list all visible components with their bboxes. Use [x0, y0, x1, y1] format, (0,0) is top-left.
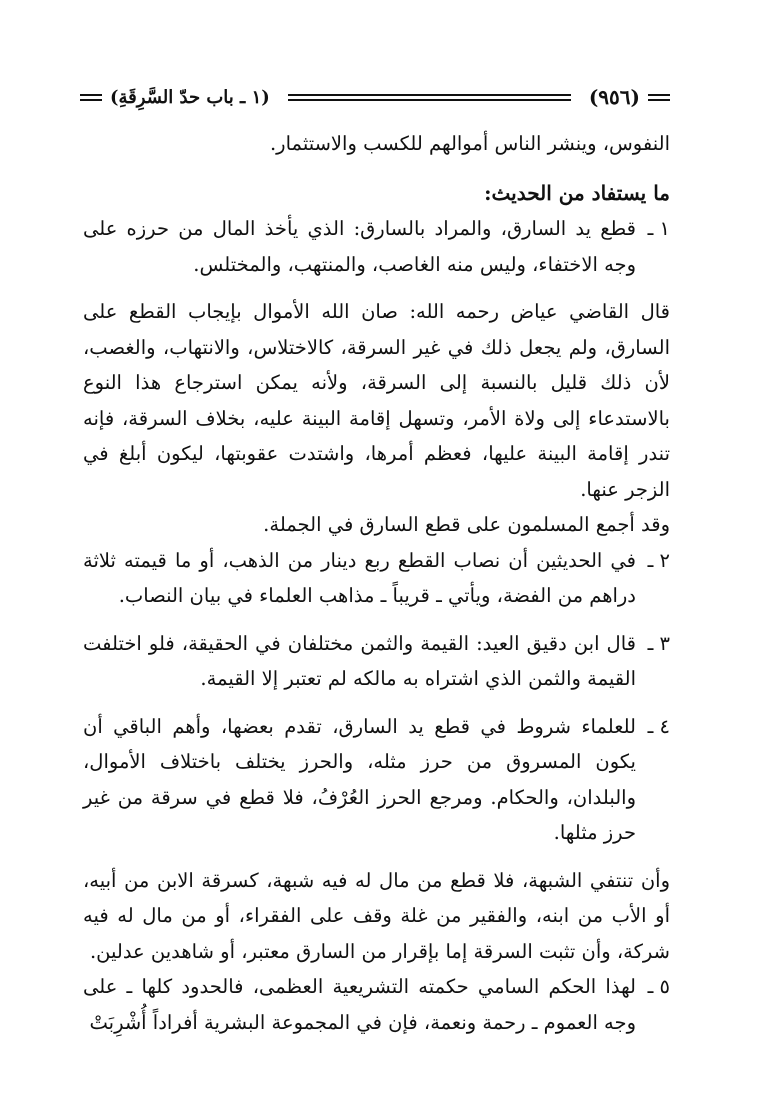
running-header: [80, 85, 670, 109]
item-number: ٤ ـ: [647, 714, 670, 738]
list-item-2: [83, 543, 670, 614]
list-item-5: [83, 969, 670, 1040]
header-rule-left: [80, 94, 102, 101]
item-number: ٢ ـ: [647, 548, 670, 572]
item-text: لهذا الحكم السامي حكمته التشريعية العظمى، فالحدود كلها ـ على وجه العموم ـ رحمة ونعمة، فإن في المجموعة البشرية أفراداً أُشْرِبَتْ: [83, 975, 636, 1034]
header-rule-center: [288, 94, 571, 101]
chapter-title: (١ ـ باب حدّ السَّرِقَةِ): [110, 86, 270, 108]
intro-paragraph: النفوس، وينشر الناس أموالهم للكسب والاستثمار.: [269, 132, 670, 155]
item-number: ٣ ـ: [647, 631, 670, 655]
section-heading: ما يستفاد من الحديث:: [484, 180, 670, 205]
list-item-1: [83, 211, 670, 282]
sub-paragraph: وأن تنتفي الشبهة، فلا قطع من مال له فيه شبهة، كسرقة الابن من أبيه، أو الأب من ابنه، والفقير من غلة وقف على الفقراء، أو من مال له فيه شركة، وأن تثبت السرقة إما بإقرار من السارق معتبر، أو شاهدين عدلين.: [83, 868, 670, 963]
item-number: ٥ ـ: [647, 975, 670, 998]
sub-paragraph: وقد أجمع المسلمون على قطع السارق في الجملة.: [263, 513, 670, 536]
list-item-3: [83, 626, 670, 697]
item-number: ١ ـ: [647, 217, 670, 240]
item-text: قطع يد السارق، والمراد بالسارق: الذي يأخذ المال من حرزه على وجه الاختفاء، وليس منه الغاصب، والمنتهب، والمختلس.: [83, 217, 636, 276]
item-text: للعلماء شروط في قطع يد السارق، تقدم بعضها، وأهم الباقي أن يكون المسروق من حرز مثله، والحرز يختلف باختلاف الأموال، والبلدان، والحكام. ومرجع الحرز العُرْفُ، فلا قطع في سرقة من غير حرز مثلها.: [83, 714, 636, 844]
header-rule-right: [648, 94, 670, 101]
item-text: في الحديثين أن نصاب القطع ربع دينار من الذهب، أو ما قيمته ثلاثة دراهم من الفضة، ويأتي ـ قريباً ـ مذاهب العلماء في بيان النصاب.: [83, 548, 636, 607]
sub-paragraph: قال القاضي عياض رحمه الله: صان الله الأموال بإيجاب القطع على السارق، ولم يجعل ذلك في غير السرقة، كالاختلاس، والانتهاب، والغصب، لأن ذلك قليل بالنسبة إلى السرقة، ولأنه يمكن استرجاع هذا النوع بالاستدعاء إلى ولاة الأمر، وتسهل إقامة البينة عليه، بخلاف السرقة، فإنه تندر إقامة البينة عليها، فعظم أمرها، واشتدت عقوبتها، ليكون أبلغ في الزجر عنها.: [83, 300, 670, 501]
list-item-4: [83, 709, 670, 851]
page-body: [83, 126, 670, 1052]
page-number: (٩٥٦): [588, 85, 640, 109]
item-text: قال ابن دقيق العيد: القيمة والثمن مختلفان في الحقيقة، فلو اختلفت القيمة والثمن الذي اشتراه به مالكه لم تعتبر إلا القيمة.: [83, 631, 636, 690]
